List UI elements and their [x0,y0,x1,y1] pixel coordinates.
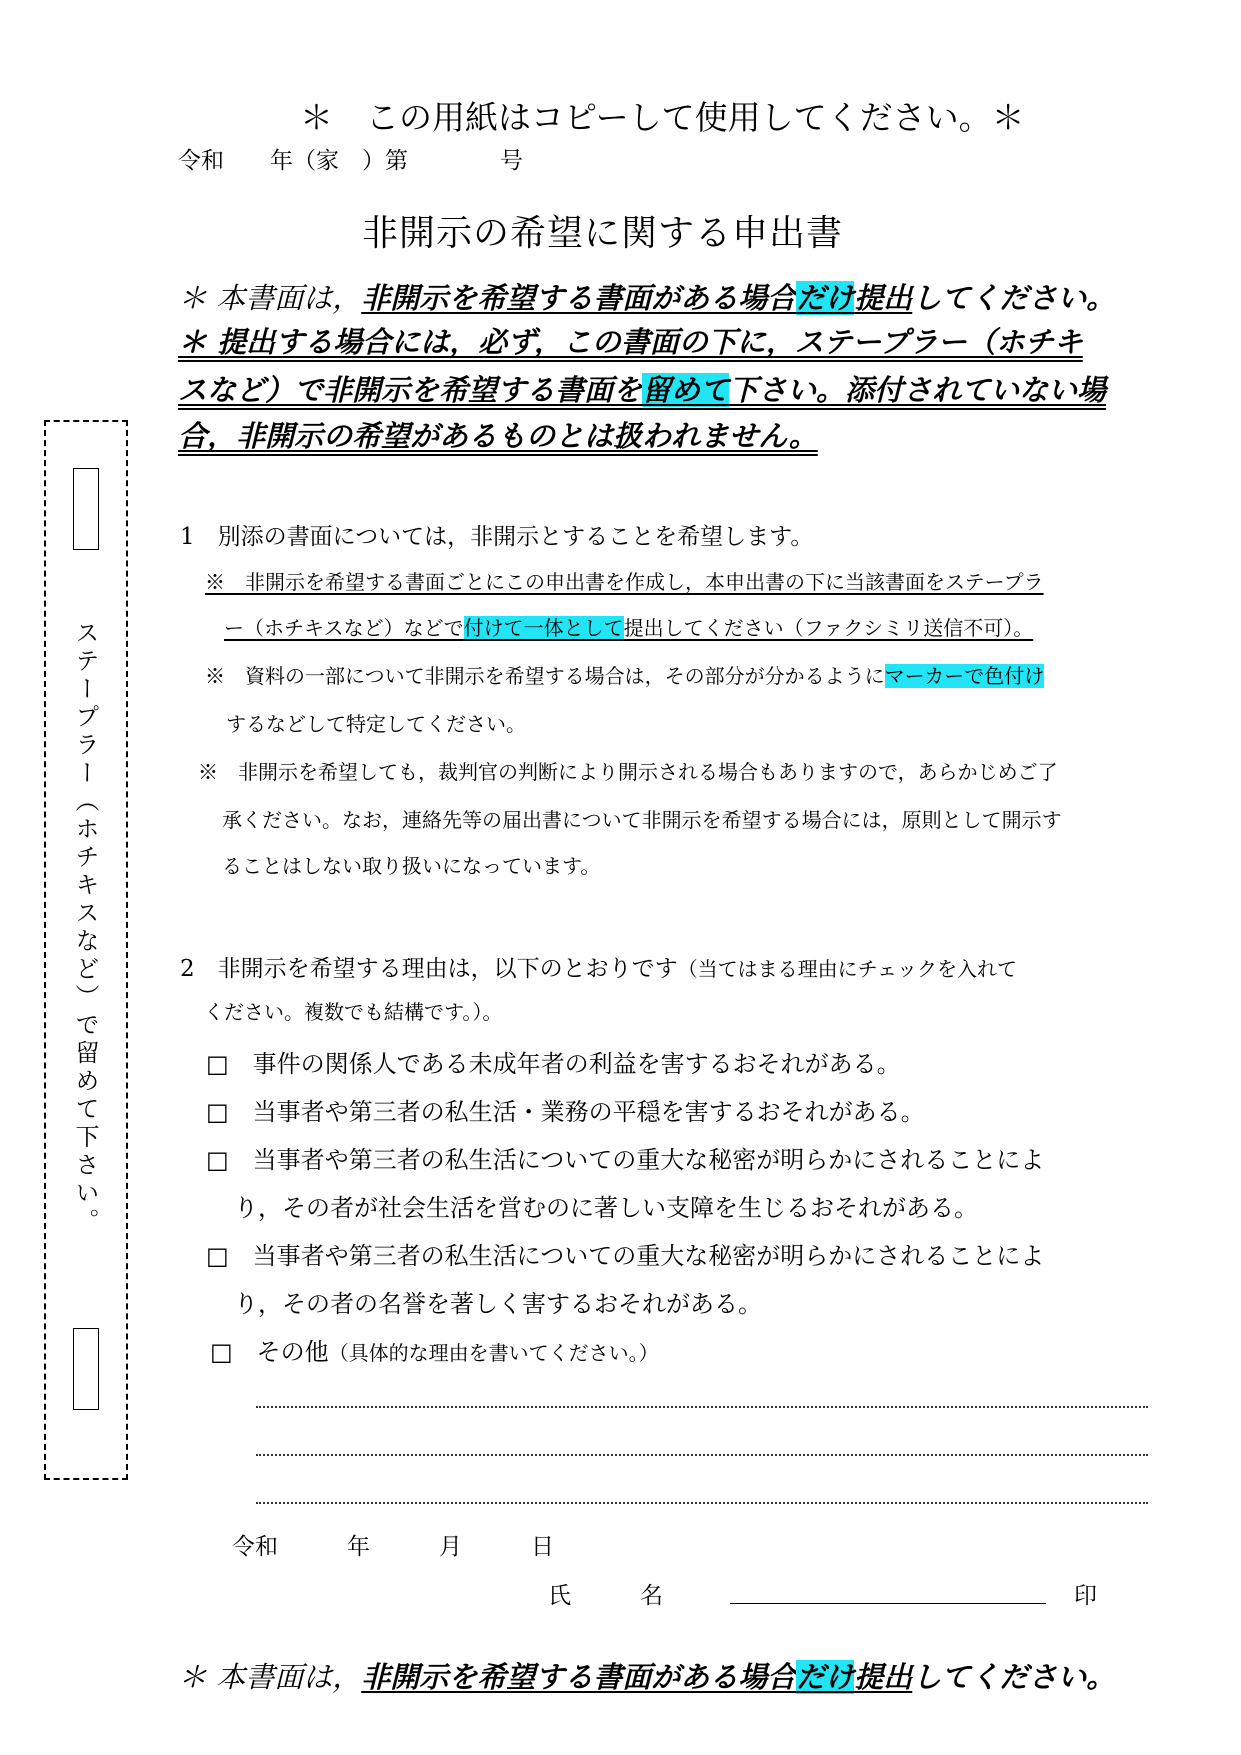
staple-slot-bottom [73,1328,99,1410]
warning-prefix: ＊ 本書面は， [178,281,362,315]
warning-line-4 [178,414,818,455]
other-label: □ その他 [210,1338,329,1366]
name-label: 氏 名 [548,1583,663,1609]
section-2-heading-cont: ください。複数でも結構です。）。 [204,1000,503,1024]
case-number: 令和 年（家 ）第 号 [178,148,523,174]
other-reason-line-2[interactable] [256,1454,1148,1456]
section-2-heading [180,950,1017,983]
warning-text: 合，非開示の希望があるものとは扱われません。 [178,419,818,453]
reason-social-life-cont: り，その者が社会生活を営むのに著しい支障を生じるおそれがある。 [234,1194,978,1222]
other-hint: （具体的な理由を書いてください。） [328,1341,659,1365]
other-reason-line-1[interactable] [256,1406,1148,1408]
note-text: ※ 非開示を希望する書面ごとにこの申出書を作成し，本申出書の下に当該書面をステープラ [205,570,1044,594]
warning-emphasis: 非開示を希望する書面がある場合 [361,1660,797,1694]
warning-bottom [178,1655,1115,1696]
section-1-note-3-cont-2: ることはしない取り扱いになっています。 [222,854,601,878]
section-1-note-1-cont [224,612,1033,641]
staple-slot-top [73,468,99,550]
name-signature-line[interactable] [730,1603,1046,1604]
warning-suffix: してください。 [912,1660,1116,1694]
section-1-note-3-cont: 承ください。なお，連絡先等の届出書について非開示を希望する場合には，原則として開示す [222,808,1062,832]
warning-highlight: 留めて [642,373,730,407]
warning-line-2 [178,320,1083,361]
reason-checkbox-minor[interactable]: □ 事件の関係人である未成年者の利益を害するおそれがある。 [206,1050,901,1078]
reason-checkbox-social-life[interactable]: □ 当事者や第三者の私生活についての重大な秘密が明らかにされることによ [206,1146,1045,1174]
other-reason-line-3[interactable] [256,1502,1148,1504]
reason-honor-cont: り，その者の名誉を著しく害するおそれがある。 [234,1290,762,1318]
staple-area [44,420,128,1480]
note-highlight: マーカーで色付け [884,664,1045,688]
warning-emphasis: 非開示を希望する書面がある場合 [361,281,797,315]
reason-checkbox-honor[interactable]: □ 当事者や第三者の私生活についての重大な秘密が明らかにされることによ [206,1242,1045,1270]
section-2-heading-note: （当てはまる理由にチェックを入れて [677,957,1018,981]
warning-highlight: だけ [796,1660,855,1694]
note-text: ー（ホチキスなど）などで [224,616,464,640]
warning-text: 下さい。添付されていない場 [729,373,1107,407]
section-1-note-3: ※ 非開示を希望しても，裁判官の判断により開示される場合もありますので，あらかじめご了 [198,760,1058,784]
copy-notice: ＊ この用紙はコピーして使用してください。＊ [300,98,1025,137]
warning-line-1 [178,276,1115,317]
warning-highlight: だけ [796,281,855,315]
reason-checkbox-peace[interactable]: □ 当事者や第三者の私生活・業務の平穏を害するおそれがある。 [206,1098,925,1126]
note-highlight: 付けて一体として [463,616,624,640]
note-text: ※ 資料の一部について非開示を希望する場合は，その部分が分かるように [205,664,885,688]
page-title: 非開示の希望に関する申出書 [362,213,844,254]
warning-suffix: してください。 [912,281,1116,315]
section-2-heading-main: 2 非開示を希望する理由は，以下のとおりです [180,956,678,982]
section-1-note-2 [205,660,1044,689]
warning-emphasis-2: 提出 [854,281,913,315]
warning-text: スなど）で非開示を希望する書面を [178,373,643,407]
warning-prefix: ＊ 本書面は， [178,1660,362,1694]
section-1-heading: 1 別添の書面については，非開示とすることを希望します。 [180,524,814,550]
section-1-note-2-cont: するなどして特定してください。 [226,712,526,736]
warning-line-3 [178,368,1106,409]
reason-checkbox-other[interactable] [210,1332,659,1367]
staple-instruction: ステープラー（ホチキスなど）で留めて下さい。 [71,620,99,1236]
section-1-note-1 [205,566,1044,595]
seal-label: 印 [1074,1583,1097,1609]
date-field[interactable]: 令和 年 月 日 [232,1534,554,1560]
warning-text: ＊ 提出する場合には，必ず，この書面の下に，ステープラー（ホチキ [178,325,1083,359]
warning-emphasis-2: 提出 [854,1660,913,1694]
note-text: 提出してください（ファクシミリ送信不可）。 [623,616,1034,640]
